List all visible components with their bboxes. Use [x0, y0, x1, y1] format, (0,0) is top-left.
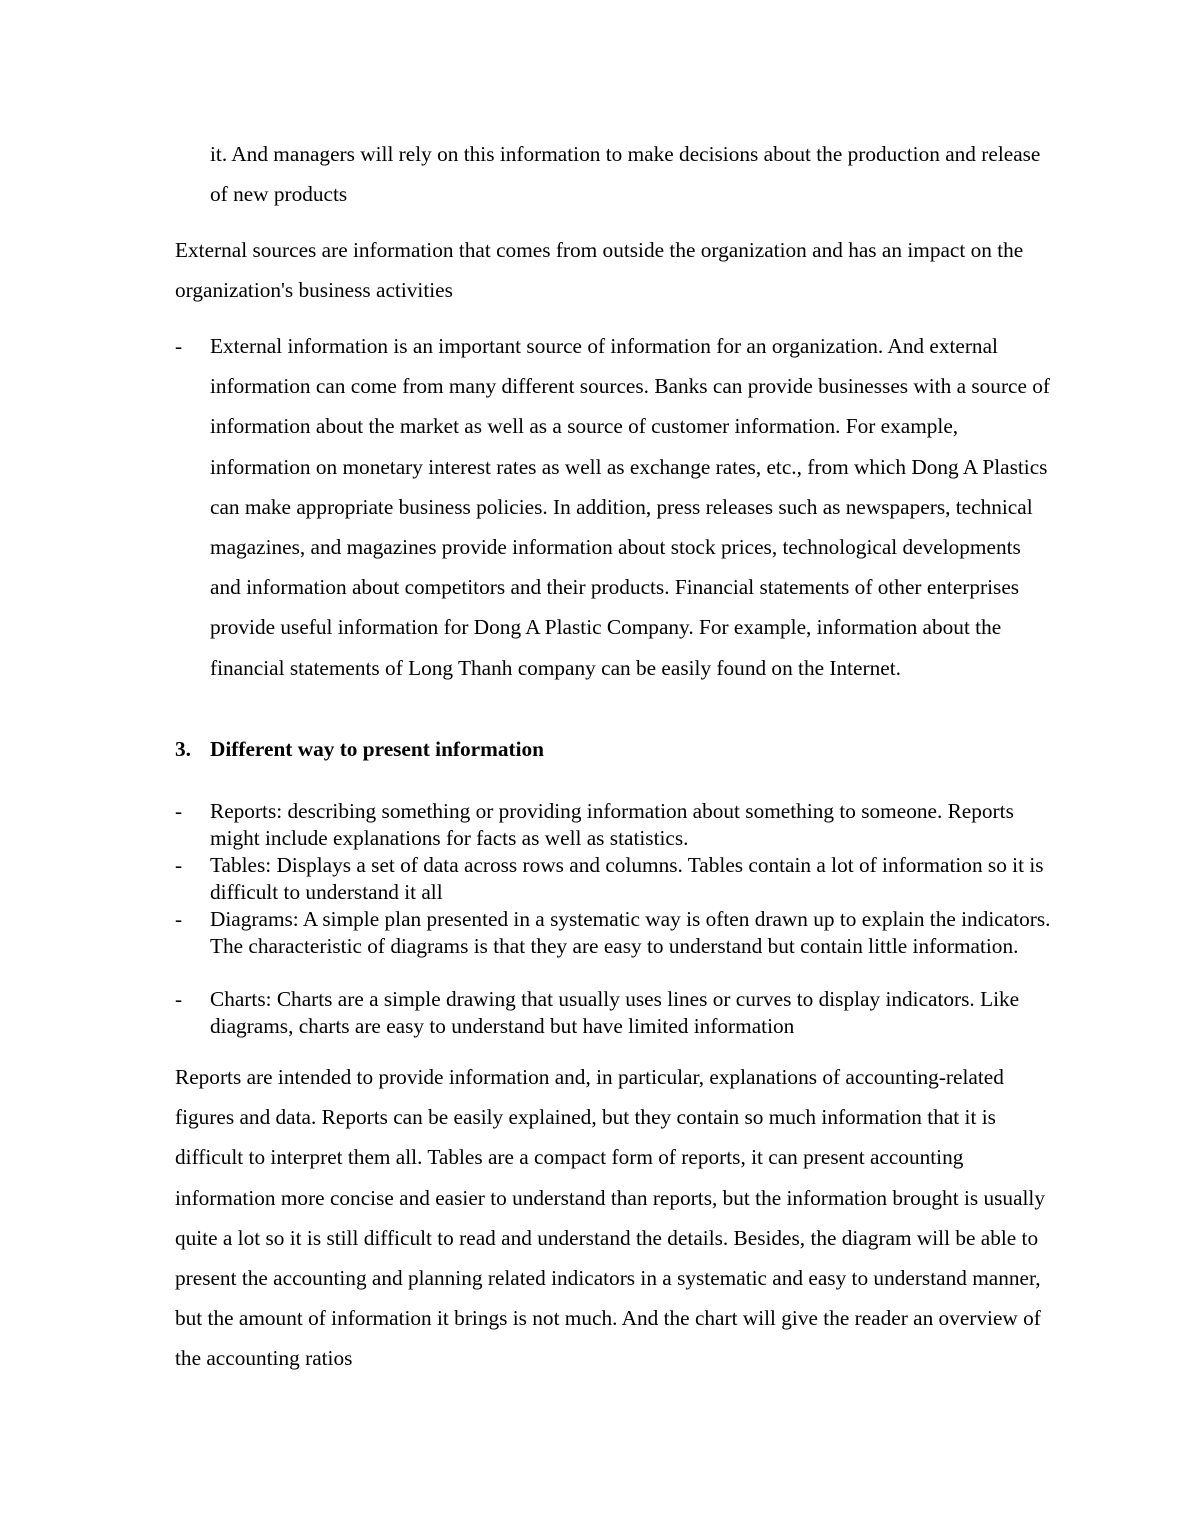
bullet-marker: - — [175, 799, 183, 823]
tables-bullet-text: Tables: Displays a set of data across rows and columns. Tables contain a lot of information so it is difficult to understand it all — [210, 853, 1044, 904]
charts-bullet-text: Charts: Charts are a simple drawing that usually uses lines or curves to display indicators. Like diagrams, charts are easy to understand but have limited information — [210, 987, 1020, 1038]
bullet-text: External information is an important source of information for an organization. And external information can come from many different sources. Banks can provide businesses with a source of information about the market as well as a source of customer information. For example, information on monetary interest rates as well as exchange rates, etc., from which Dong A Plastics can make appropriate business policies. In addition, press releases such as newspapers, technical magazines, and magazines provide information about stock prices, technological developments and information about competitors and their products. Financial statements of other enterprises provide useful information for Dong A Plastic Company. For example, information about the financial statements of Long Thanh company can be easily found on the Internet. — [210, 334, 1050, 680]
section-number: 3. — [175, 737, 191, 761]
summary-paragraph: Reports are intended to provide information and, in particular, explanations of accounting-related figures and data. Reports can be easily explained, but they contain so much information that it is difficult to interpret them all. Tables are a compact form of reports, it can present accounting information more concise and easier to understand than reports, but the information brought is usually quite a lot so it is still difficult to read and understand the details. Besides, the diagram will be able to present the accounting and planning related indicators in a systematic and easy to understand manner, but the amount of information it brings is not much. And the chart will give the reader an overview of the accounting ratios — [175, 1065, 1046, 1371]
bullet-marker: - — [175, 853, 183, 877]
reports-bullet-text: Reports: describing something or providing information about something to someone. Reports might include explanations for facts as well as statistics. — [210, 799, 1014, 850]
continuation-paragraph: it. And managers will rely on this information to make decisions about the production and release of new products — [210, 142, 1041, 207]
bullet-marker: - — [175, 334, 183, 358]
bullet-marker: - — [175, 987, 183, 1011]
external-sources-paragraph: External sources are information that comes from outside the organization and has an impact on the organization's business activities — [175, 238, 1024, 303]
bullet-marker: - — [175, 907, 183, 931]
diagrams-bullet-text: Diagrams: A simple plan presented in a systematic way is often drawn up to explain the indicators. The characteristic of diagrams is that they are easy to understand but contain little information. — [210, 907, 1051, 958]
section-title: Different way to present information — [210, 737, 544, 761]
